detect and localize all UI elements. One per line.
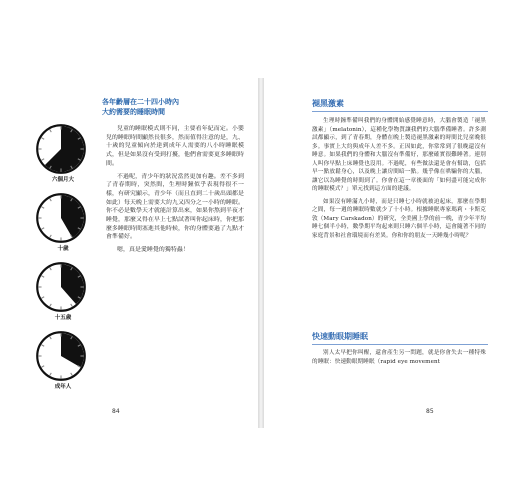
paragraph: 嗯，真是愛睡覺的獨特蟲！ [117, 247, 189, 254]
paragraph: 不過呢，青少年的狀況當然更加有趣。差不多到了青春期時，突然間，生理時鐘似乎表現得很不一樣，有研究顯示，青少年（而且直到二十歲出頭都是如此）每天晚上需要大約九又四分之一小時的睡眠。你不必是數學天才就能計算出來，如果你熬到半夜才睡覺，那麼又得在早上七點試著叫你起床時，你把那麼多睡眠時間塞進其他時候，你的身體要過了九點才會準備好。 [106, 173, 244, 241]
paragraph: 生理時鐘準備叫我們的身體開始感覺睡意時，大腦會製造「褪黑激素」（melatonin），這種化學物質讓我們的大腦準備睡著。許多測試都顯示，到了青春期，身體在晚上製造褪黑激素的時間比兒童晚很多。事實上大約與成年人差不多。正因如此，你常常到了很晚還沒有睡意。如果我們的身體和大腦沒有準備好，那麼確實很難睡著。連別人叫你早點上床睡覺也沒用。不過呢，有些做法還是會有幫助，包括早一點放鬆身心，以及晚上讓房間暗一點。幾乎像在哄騙你的大腦，讓它以為睡覺的時間到了。你會在這一章後面的「如何盡可能完成你的睡眠模式？」單元找到這方面的建議。 [312, 118, 486, 192]
left-body-text [106, 125, 244, 259]
clock-caption: 成年人 [54, 384, 72, 390]
clock-icon [34, 260, 88, 314]
right-page [264, 78, 494, 428]
sleep-clock [34, 329, 92, 398]
paragraph: 兒童的睡眠模式則不同，主要看年紀而定。小嬰兒的睡眠時間顯然長很多，然而值得注意的是，九、十歲的兒童傾向於達到成年人需要的八小時睡眠模式，但是如果沒有受到打擾，他們會需要更多睡眠時間。 [106, 126, 244, 167]
paragraph: 如果沒有睡滿九小時，而是只睡七小時就被迫起床，那麼在學期之間，每一週的睡眠時數就少了十小時。根據睡眠專家瑪莉・卡斯克敦（Mary Carskadon）的研究，全美國上學的前一晚，青少年平均睡七個半小時，數學期平均起來則只睡六個半小時，這會隨著不同的家庭背景和社會環境而有差異。你和你的朋友一天睡幾小時呢？ [312, 198, 486, 239]
sleep-clock [34, 260, 92, 329]
sleep-clock [34, 191, 92, 260]
clock-caption: 六個月大 [51, 177, 74, 183]
heading-rule [312, 344, 488, 345]
sleep-clock [34, 122, 92, 191]
page-number-right: 85 [426, 408, 434, 415]
section-heading-rem-sleep: 快速動眼期睡眠 [312, 332, 368, 341]
clock-caption: 十五歲 [54, 315, 72, 321]
clock-icon [34, 122, 88, 176]
heading-rule [312, 111, 488, 112]
clock-icon [34, 191, 88, 245]
sidebar-title-line-2: 大約需要的睡眠時間 [102, 108, 165, 116]
book-spread [28, 78, 494, 428]
right-body-text-2 [312, 349, 486, 370]
left-page [28, 78, 258, 428]
page-number-left: 84 [112, 408, 120, 415]
sleep-clock-column [34, 122, 92, 398]
sidebar-title-line-1: 各年齡層在二十四小時內 [102, 98, 179, 106]
clock-icon [34, 329, 88, 383]
right-body-text-1 [312, 117, 486, 244]
sidebar-title [102, 97, 252, 117]
section-heading-melatonin: 褪黑激素 [312, 99, 344, 108]
paragraph: 別人太早把你叫醒，還會產生另一問題，就是你會失去一種特殊的睡眠：快速動眼期睡眠（rapid eye movement [312, 350, 486, 365]
clock-caption: 十歲 [57, 246, 69, 252]
